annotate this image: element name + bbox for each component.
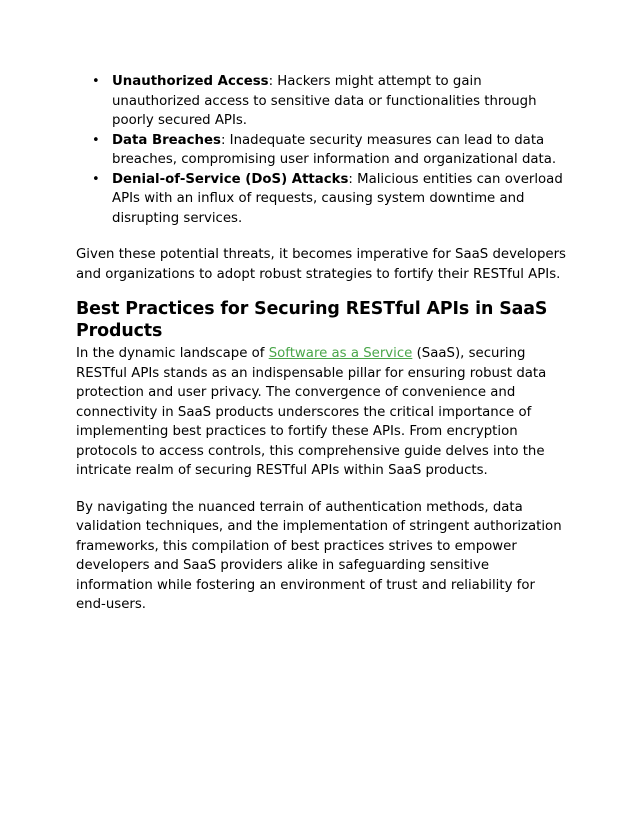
paragraph-2: By navigating the nuanced terrain of authentication methods, data validation techniques, and the implementation of stringent authorization frameworks, this compilation of best practices strives to empower developers and SaaS providers alike in safeguarding sensitive information while fostering an environment of trust and reliability for end-users. [76, 499, 562, 612]
bullet-icon: • [92, 74, 100, 89]
list-item-term: Data Breaches [112, 132, 221, 148]
section-heading: Best Practices for Securing RESTful APIs in SaaS Products [76, 299, 548, 341]
list-item-description: : Inadequate security measures can lead to data breaches, compromising user information and organizational data. [112, 132, 557, 167]
list-item [92, 131, 566, 170]
saas-link[interactable]: Software as a Service [268, 346, 413, 361]
list-item [92, 72, 566, 131]
list-item-description: : Hackers might attempt to gain unauthorized access to sensitive data or functionalities through poorly secured APIs. [112, 74, 537, 128]
page-content [76, 72, 566, 615]
list-item-description: : Malicious entities can overload APIs with an influx of requests, causing system downtime and disrupting services. [112, 171, 563, 226]
list-item-term: Unauthorized Access [112, 74, 269, 89]
bullet-icon: • [92, 132, 100, 148]
paragraph-1-lead: In the dynamic landscape of [76, 346, 269, 361]
intro-paragraph: Given these potential threats, it becomes imperative for SaaS developers and organizations to adopt robust strategies to fortify their RESTful APIs. [76, 247, 566, 282]
list-item-term: Denial-of-Service (DoS) Attacks [112, 171, 349, 187]
paragraph-1 [76, 344, 566, 481]
threats-list [76, 72, 566, 228]
bullet-icon: • [92, 171, 100, 187]
list-item [92, 170, 566, 229]
paragraph-1-rest: (SaaS), securing RESTful APIs stands as an indispensable pillar for ensuring robust data protection and user privacy. The convergence of convenience and connectivity in SaaS products underscores the critical importance of implementing best practices to fortify these APIs. From encryption protocols to access controls, this comprehensive guide delves into the intricate realm of securing RESTful APIs within SaaS products. [76, 346, 547, 478]
